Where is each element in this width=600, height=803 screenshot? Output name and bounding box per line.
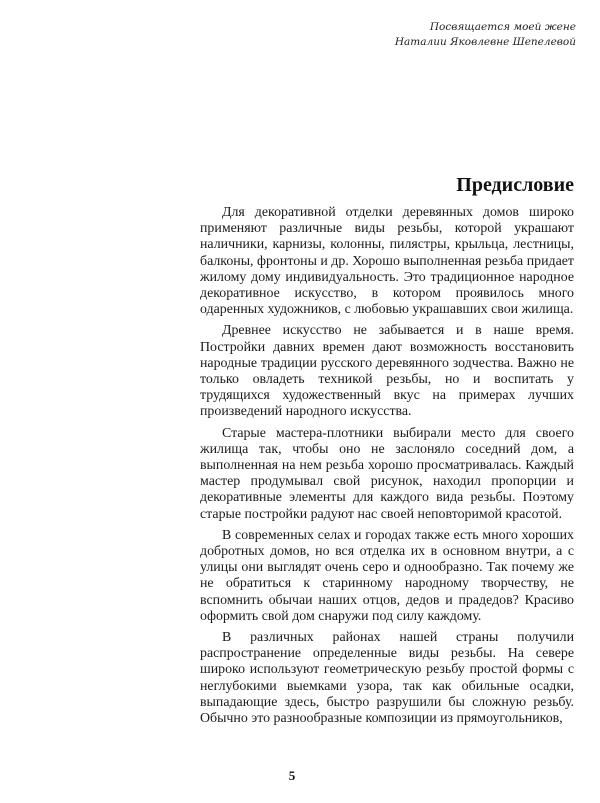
paragraph-3: Старые мастера-плотники выбирали место для своего жилища так, чтобы оно не заслоняло соседний дом, а выполненная на нем резьба хорошо просматривалась. Каждый мастер продумывал свой рисунок, находил пропорции и декоративные элементы для каждого вида резьбы. Поэтому старые постройки радуют нас своей неповторимой красотой. <box>200 425 574 522</box>
paragraph-4: В современных селах и городах также есть много хороших добротных домов, но вся отделка их в основном внутри, а с улицы они выглядят очень серо и однообразно. Так почему же не обратиться к старинному народному творчеству, не вспомнить обычаи наших отцов, дедов и прадедов? Красиво оформить свой дом снаружи под силу каждому. <box>200 527 574 624</box>
dedication-line-1: Посвящается моей жене <box>429 21 576 33</box>
body-text <box>200 205 574 732</box>
paragraph-2: Древнее искусство не забывается и в наше время. Постройки давних времен дают возможность восстановить народные традиции русского деревянного зодчества. Важно не только овладеть техникой резьбы, но и воспитать у трудящихся художественный вкус на примерах лучших произведений народного искусства. <box>200 323 574 420</box>
page-number: 5 <box>288 768 296 783</box>
section-heading: Предисловие <box>456 174 574 196</box>
dedication <box>395 20 576 50</box>
paragraph-1: Для декоративной отделки деревянных домов широко применяют различные виды резьбы, которой украшают наличники, карнизы, колонны, пилястры, крыльца, лестницы, балконы, фронтоны и др. Хорошо выполненная резьба придает жилому дому индивидуальность. Это традиционное народное декоративное искусство, в котором проявилось много одаренных художников, с любовью украшавших свои жилища. <box>200 205 574 318</box>
dedication-line-2: Наталии Яковлевне Шепелевой <box>394 36 576 48</box>
paragraph-5: В различных районах нашей страны получили распространение определенные виды резьбы. На севере широко используют геометрическую резьбу простой формы с неглубокими выемками узора, так как обильные осадки, выпадающие здесь, быстро разрушили бы сложную резьбу. Обычно это разнообразные композиции из прямоугольников, <box>200 630 574 727</box>
